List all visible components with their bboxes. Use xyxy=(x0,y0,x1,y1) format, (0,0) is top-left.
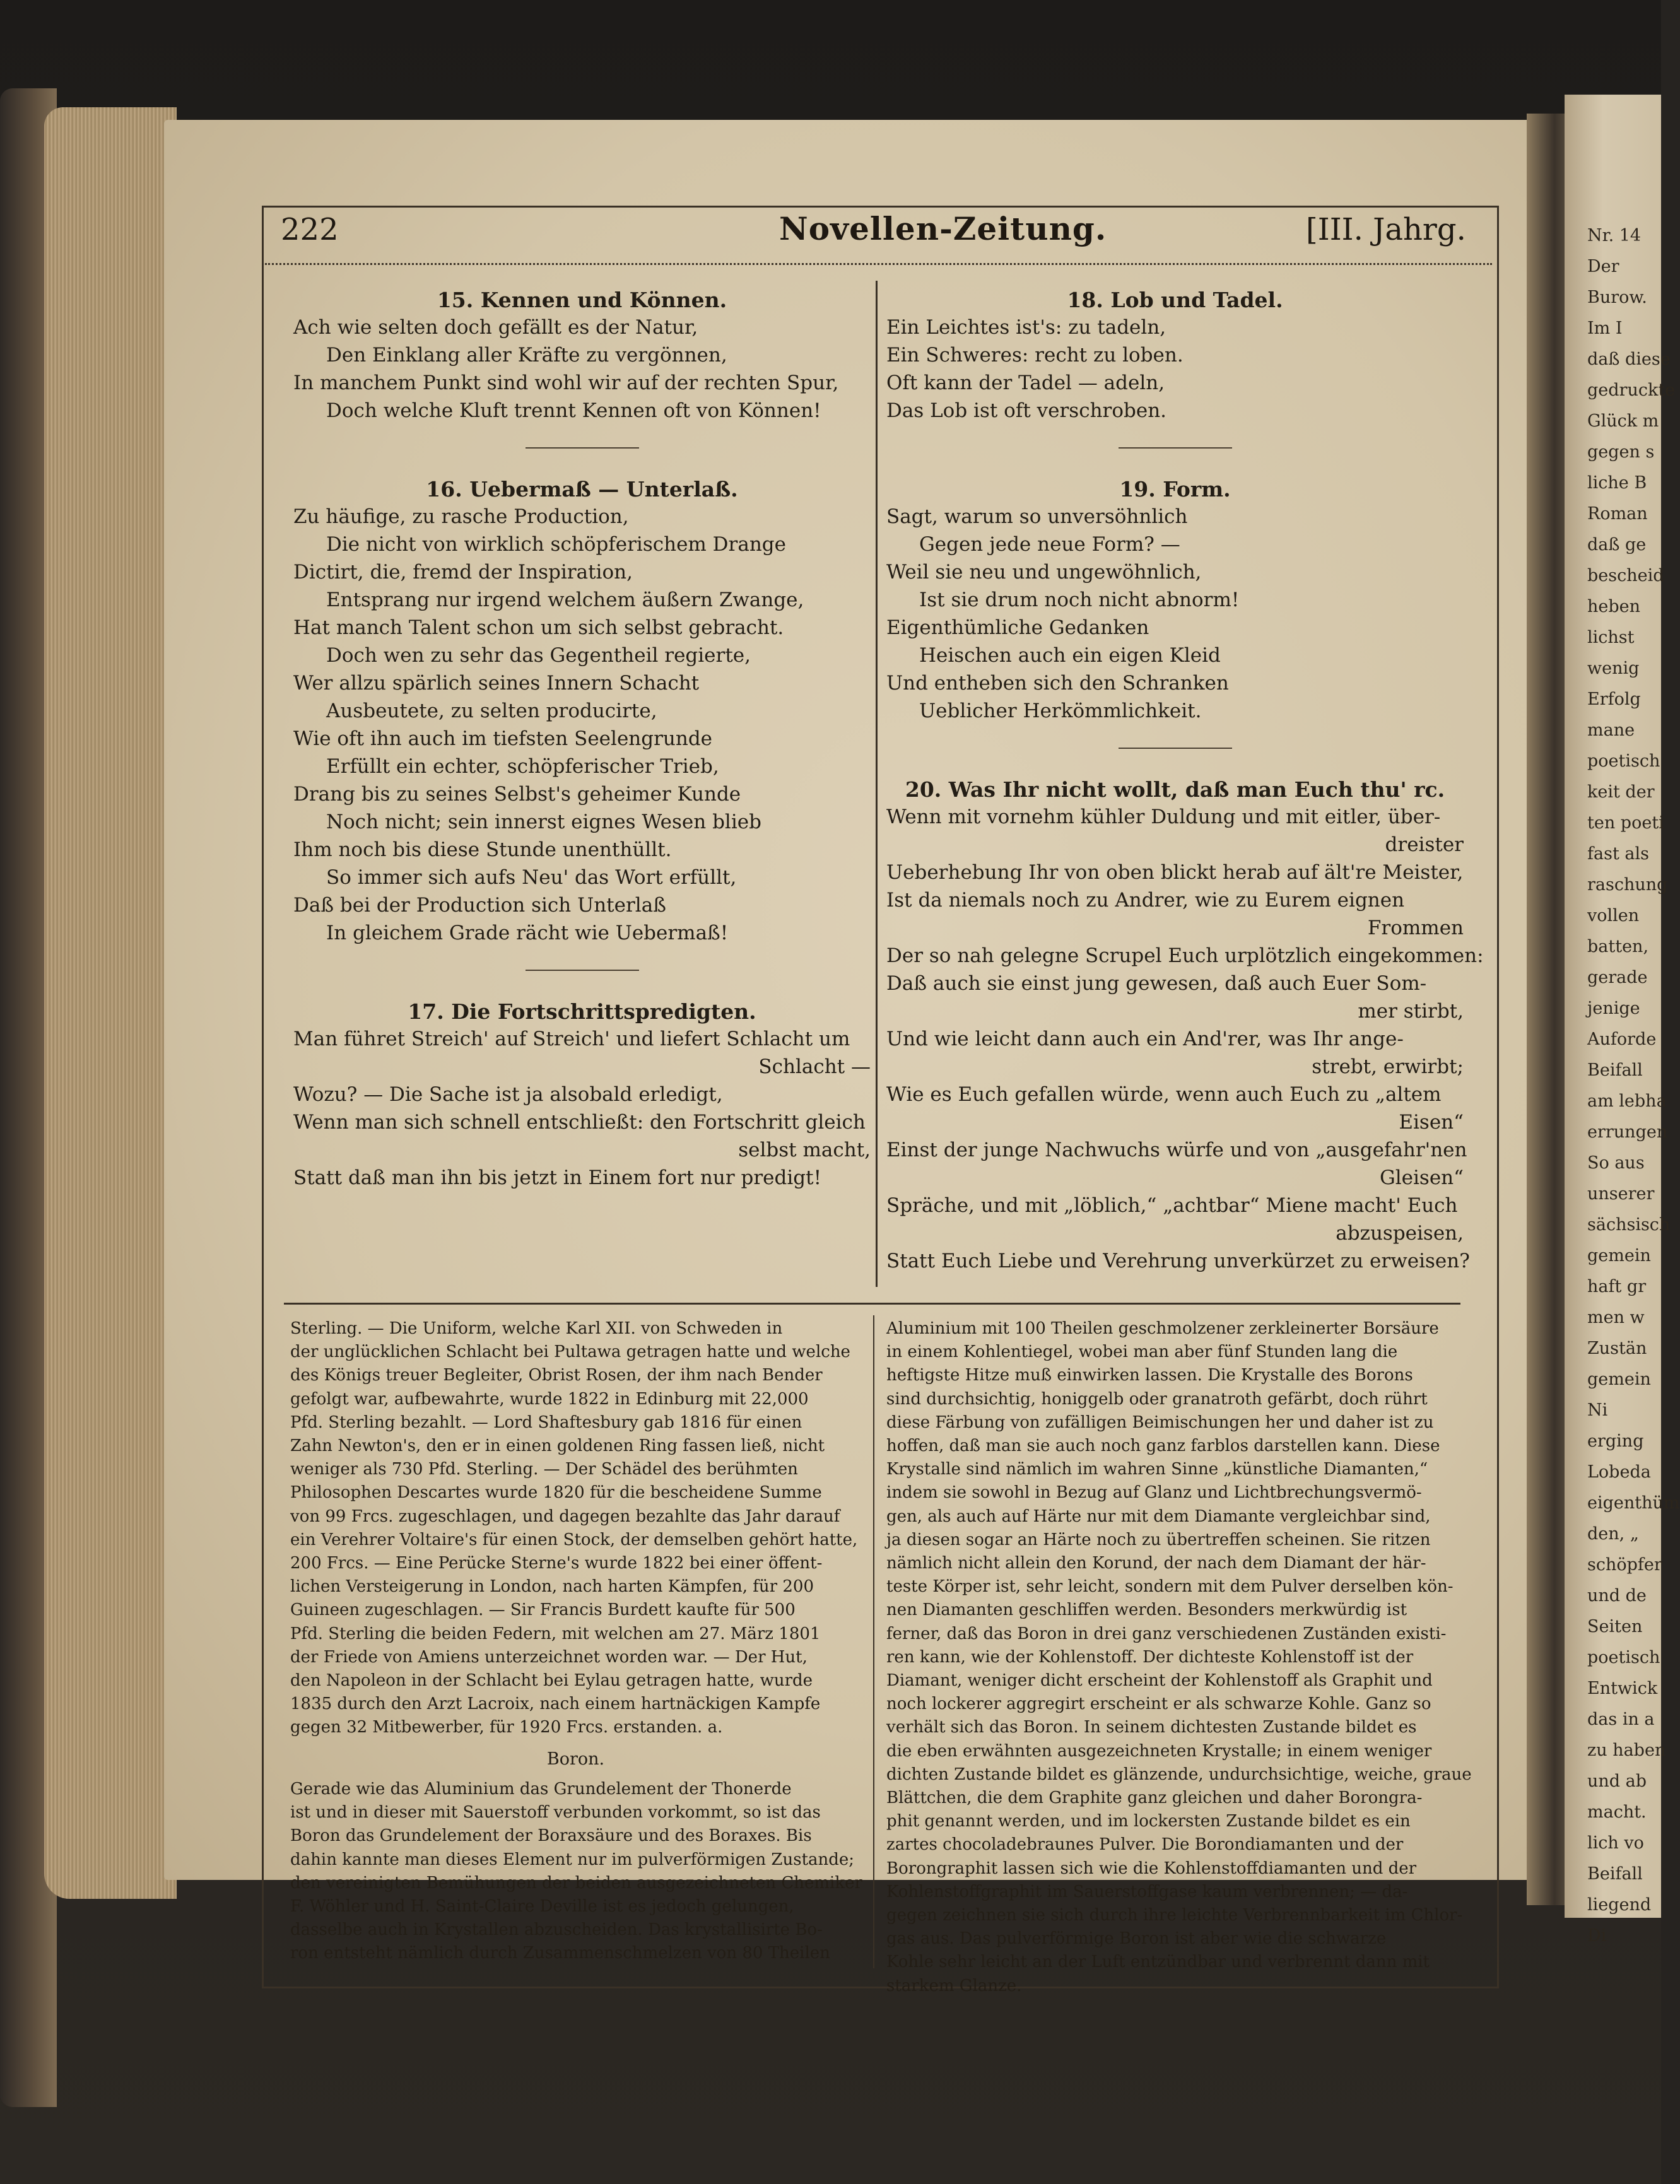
facing-page-word: Zustän xyxy=(1587,1339,1647,1358)
prose-line: dasselbe auch in Krystallen abzuscheiden. Das krystallisirte Bo- xyxy=(290,1920,823,1940)
facing-page-word: lich vo xyxy=(1587,1833,1644,1853)
verse-line: Oft kann der Tadel — adeln, xyxy=(886,372,1165,394)
prose-line: ist und in dieser mit Sauerstoff verbunden vorkommt, so ist das xyxy=(290,1803,821,1823)
prose-line: noch lockerer aggregirt erscheint er als schwarze Kohle. Ganz so xyxy=(886,1694,1431,1714)
verse-line: Statt Euch Liebe und Verehrung unverkürzet zu erweisen? xyxy=(886,1250,1470,1272)
verse-line: Eisen“ xyxy=(1399,1111,1464,1134)
prose-line: Kohle sehr leicht an der Luft entzündbar und verbrennt dann mit xyxy=(886,1952,1430,1972)
poem-title-text: Kennen und Können. xyxy=(480,288,727,312)
verse-line: Weil sie neu und ungewöhnlich, xyxy=(886,561,1202,584)
prose-line: dahin kannte man dieses Element nur im pulverförmigen Zustande; xyxy=(290,1850,855,1869)
prose-line: hoffen, daß man sie auch noch ganz farblos darstellen kann. Diese xyxy=(886,1436,1440,1456)
verse-line: Heischen auch ein eigen Kleid xyxy=(919,644,1221,667)
facing-page-word: haft gr xyxy=(1587,1277,1647,1296)
column-divider-upper xyxy=(876,281,878,1287)
poem-title-text: Form. xyxy=(1163,477,1231,502)
verse-line: Ein Schweres: recht zu loben. xyxy=(886,344,1184,367)
prose-line: 200 Frcs. — Eine Perücke Sterne's wurde 1822 bei einer öffent- xyxy=(290,1554,823,1573)
verse-line: Daß bei der Production sich Unterlaß xyxy=(293,894,666,917)
facing-page-word: raschung xyxy=(1587,875,1668,895)
prose-line: ron entsteht nämlich durch Zusammenschmelzen von 80 Theilen xyxy=(290,1944,830,1963)
facing-page-word: Im I xyxy=(1587,319,1623,338)
prose-line: in einem Kohlentiegel, wobei man aber fünf Stunden lang die xyxy=(886,1342,1398,1362)
facing-page-word: Der xyxy=(1587,257,1619,276)
facing-page-word: liche B xyxy=(1587,473,1647,493)
prose-line: dichten Zustande bildet es glänzende, undurchsichtige, weiche, graue xyxy=(886,1764,1472,1784)
verse-line: Wozu? — Die Sache ist ja alsobald erledigt, xyxy=(293,1083,723,1106)
poem-title xyxy=(293,476,871,503)
prose-line: Guineen zugeschlagen. — Sir Francis Burdett kaufte für 500 xyxy=(290,1600,796,1620)
facing-page-word: gemein xyxy=(1587,1246,1651,1265)
prose-line: ja diesen sogar an Härte noch zu übertreffen scheinen. Sie ritzen xyxy=(886,1530,1431,1549)
prose-line: die eben erwähnten ausgezeichneten Krystalle; in einem weniger xyxy=(886,1741,1432,1761)
prose-line: Pfd. Sterling bezahlt. — Lord Shaftesbury gab 1816 für einen xyxy=(290,1412,802,1432)
verse-line: Zu häufige, zu rasche Production, xyxy=(293,505,629,528)
facing-page-word: men w xyxy=(1587,1308,1645,1327)
facing-page-fragment xyxy=(1565,95,1680,1946)
poem-title xyxy=(886,476,1464,503)
facing-page-word: Burow. xyxy=(1587,288,1647,307)
verse-line: Eigenthümliche Gedanken xyxy=(886,616,1149,639)
prose-line: gegen 32 Mitbewerber, für 1920 Frcs. erstanden. a. xyxy=(290,1718,723,1737)
verse-line: Erfüllt ein echter, schöpferischer Trieb, xyxy=(326,755,719,778)
poem-title-text: Uebermaß — Unterlaß. xyxy=(469,477,738,502)
verse-line: Doch wen zu sehr das Gegentheil regierte, xyxy=(326,644,751,667)
poem-number: 18. xyxy=(1067,288,1103,312)
verse-line: strebt, erwirbt; xyxy=(1312,1055,1464,1078)
facing-page-word: gedruckte xyxy=(1587,380,1676,400)
prose-line: ferner, daß das Boron in drei ganz verschiedenen Zuständen existi- xyxy=(886,1624,1447,1643)
prose-line: gefolgt war, aufbewahrte, wurde 1822 in Edinburg mit 22,000 xyxy=(290,1389,809,1409)
facing-page-word: poetisch xyxy=(1587,1648,1660,1667)
poem-separator xyxy=(526,970,639,971)
facing-page-word: bescheid xyxy=(1587,566,1664,585)
verse-line: Ist sie drum noch nicht abnorm! xyxy=(919,589,1240,611)
verse-line: Das Lob ist oft verschroben. xyxy=(886,399,1167,422)
facing-page-word: heben xyxy=(1587,597,1641,616)
verse-line: Wenn mit vornehm kühler Duldung und mit eitler, über- xyxy=(886,806,1441,828)
facing-page-word: daß ge xyxy=(1587,535,1647,555)
facing-page-word: Ni xyxy=(1587,1400,1608,1420)
verse-line: Wie oft ihn auch im tiefsten Seelengrunde xyxy=(293,727,713,750)
facing-page-word: So aus xyxy=(1587,1153,1645,1173)
prose-line: der Friede von Amiens unterzeichnet worden war. — Der Hut, xyxy=(290,1647,808,1667)
prose-line: den vereinigten Bemühungen der beiden ausgezeichneten Chemiker xyxy=(290,1873,862,1893)
prose-line: Philosophen Descartes wurde 1820 für die bescheidene Summe xyxy=(290,1483,822,1503)
prose-line: nämlich nicht allein den Korund, der nach dem Diamant der här- xyxy=(886,1554,1426,1573)
prose-line: ein Verehrer Voltaire's für einen Stock, der demselben gehört hatte, xyxy=(290,1530,858,1549)
prose-line: Boron das Grundelement der Boraxsäure und des Boraxes. Bis xyxy=(290,1826,812,1846)
prose-line: von 99 Frcs. zugeschlagen, und dagegen bezahlte das Jahr darauf xyxy=(290,1506,840,1526)
prose-boron-continued xyxy=(886,1317,1472,1998)
facing-page-word: Auforde xyxy=(1587,1030,1657,1049)
prose-line: Borongraphit lassen sich wie die Kohlenstoffdiamanten und der xyxy=(886,1858,1417,1878)
verse-line: Den Einklang aller Kräfte zu vergönnen, xyxy=(326,344,727,367)
poem-title xyxy=(886,287,1464,314)
verse-line: Ihm noch bis diese Stunde unenthüllt. xyxy=(293,838,672,861)
verse-line: Der so nah gelegne Scrupel Euch urplötzlich eingekommen: xyxy=(886,944,1484,967)
verse-line: Ach wie selten doch gefällt es der Natur, xyxy=(293,316,698,339)
facing-page-word: eigenthüm xyxy=(1587,1493,1680,1513)
prose-auctions xyxy=(290,1317,861,1740)
verse-line: Wer allzu spärlich seines Innern Schacht xyxy=(293,672,700,695)
prose-line: diese Färbung von zufälligen Beimischungen her und daher ist zu xyxy=(886,1412,1434,1432)
verse-line: Doch welche Kluft trennt Kennen oft von Können! xyxy=(326,399,821,422)
prose-line: sind durchsichtig, honiggelb oder granatroth gefärbt, doch rührt xyxy=(886,1389,1428,1409)
prose-line: Aluminium mit 100 Theilen geschmolzener zerkleinerter Borsäure xyxy=(886,1319,1439,1338)
poem-separator xyxy=(1119,447,1232,449)
verse-line: mer stirbt, xyxy=(1358,1000,1464,1023)
poem-title-text: Die Fortschrittspredigten. xyxy=(451,999,756,1024)
facing-page-word: und ab xyxy=(1587,1771,1647,1791)
poem-title xyxy=(293,999,871,1025)
facing-page-word: daß diese xyxy=(1587,349,1671,369)
journal-title: Novellen-Zeitung. xyxy=(779,210,1107,247)
prose-line: indem sie sowohl in Bezug auf Glanz und Lichtbrechungsvermö- xyxy=(886,1483,1422,1503)
poem-title-text: Was Ihr nicht wollt, daß man Euch thu' rc. xyxy=(948,777,1445,802)
facing-page-word: macht. xyxy=(1587,1802,1647,1822)
prose-line: 1835 durch den Arzt Lacroix, nach einem hartnäckigen Kampfe xyxy=(290,1694,821,1714)
poem-number: 16. xyxy=(426,477,462,502)
prose-line: starkem Glanze. xyxy=(886,1976,1022,1995)
verse-line: Dictirt, die, fremd der Inspiration, xyxy=(293,561,633,584)
page-number: 222 xyxy=(281,212,339,247)
section-divider xyxy=(284,1303,1460,1305)
verse-line: Ist da niemals noch zu Andrer, wie zu Eurem eignen xyxy=(886,889,1405,912)
prose-line: Diamant, weniger dicht erscheint der Kohlenstoff als Graphit und xyxy=(886,1671,1433,1691)
prose-line: F. Wöhler und H. Saint-Claire Deville ist es jedoch gelungen, xyxy=(290,1897,794,1917)
facing-page-word: batten, xyxy=(1587,937,1649,956)
facing-page-word: Nr. 14 xyxy=(1587,226,1642,245)
verse-line: Sagt, warum so unversöhnlich xyxy=(886,505,1188,528)
prose-line: weniger als 730 Pfd. Sterling. — Der Schädel des berühmten xyxy=(290,1460,798,1479)
verse-line: Gleisen“ xyxy=(1379,1166,1464,1189)
verse-line: selbst macht, xyxy=(738,1139,871,1161)
facing-page-word: Seiten xyxy=(1587,1617,1643,1636)
facing-page-word: liegend xyxy=(1587,1895,1652,1915)
facing-page-word: gemein xyxy=(1587,1370,1651,1389)
facing-page-word: mane xyxy=(1587,720,1635,740)
verse-line: So immer sich aufs Neu' das Wort erfüllt, xyxy=(326,866,737,889)
verse-line: abzuspeisen, xyxy=(1336,1222,1464,1245)
prose-line: Krystalle sind nämlich im wahren Sinne „künstliche Diamanten,“ xyxy=(886,1460,1428,1479)
facing-page-word: am lebha xyxy=(1587,1091,1667,1111)
verse-line: Spräche, und mit „löblich,“ „achtbar“ Miene macht' Euch xyxy=(886,1194,1458,1217)
poem-number: 20. xyxy=(905,777,942,802)
verse-line: Statt daß man ihn bis jetzt in Einem fort nur predigt! xyxy=(293,1166,822,1189)
facing-page-word: schöpfer xyxy=(1587,1555,1662,1575)
prose-line: gas aus. Das pulverförmige Boron ist aber wie die schwarze xyxy=(886,1929,1387,1949)
facing-page-word: gegen s xyxy=(1587,442,1655,462)
verse-line: Drang bis zu seines Selbst's geheimer Kunde xyxy=(293,783,741,806)
prose-line: Blättchen, die dem Graphite ganz gleichen und daher Borongra- xyxy=(886,1788,1423,1808)
verse-line: In manchem Punkt sind wohl wir auf der rechten Spur, xyxy=(293,372,839,394)
facing-page-word: keit der xyxy=(1587,782,1655,802)
poem-number: 17. xyxy=(408,999,444,1024)
facing-page-word: lichst xyxy=(1587,628,1635,647)
column-divider-lower xyxy=(873,1315,874,1968)
facing-page-word: wenig xyxy=(1587,659,1640,678)
verse-line: Man führet Streich' auf Streich' und liefert Schlacht um xyxy=(293,1028,850,1050)
verse-line: Noch nicht; sein innerst eignes Wesen blieb xyxy=(326,811,761,833)
facing-page-word: das in a xyxy=(1587,1710,1655,1729)
prose-line: Sterling. — Die Uniform, welche Karl XII. von Schweden in xyxy=(290,1319,783,1338)
verse-line: Entsprang nur irgend welchem äußern Zwange, xyxy=(326,589,804,611)
verse-line: Hat manch Talent schon um sich selbst gebracht. xyxy=(293,616,784,639)
verse-line: Frommen xyxy=(1367,917,1464,939)
poem-separator xyxy=(1119,748,1232,749)
facing-page-word: fast als xyxy=(1587,844,1649,864)
facing-page-word: errungen xyxy=(1587,1122,1668,1142)
poem-number: 15. xyxy=(437,288,474,312)
facing-page-word: Beifall xyxy=(1587,1864,1643,1884)
poem-title-text: Lob und Tadel. xyxy=(1110,288,1283,312)
verse-line: Und entheben sich den Schranken xyxy=(886,672,1229,695)
prose-line: phit genannt werden, und im lockersten Zustande bildet es ein xyxy=(886,1812,1411,1831)
page-edges xyxy=(44,107,177,1899)
verse-line: Die nicht von wirklich schöpferischem Drange xyxy=(326,533,786,556)
boron-heading: Boron. xyxy=(546,1749,605,1769)
facing-page-word: jenige xyxy=(1587,999,1640,1018)
verse-line: Ueblicher Herkömmlichkeit. xyxy=(919,700,1202,722)
verse-line: dreister xyxy=(1385,833,1464,856)
prose-line: Kohlenstoffgraphit im Sauerstoffgase kaum verbrennen; — da- xyxy=(886,1882,1408,1901)
verse-line: Ausbeutete, zu selten producirte, xyxy=(326,700,657,722)
prose-line: lichen Versteigerung in London, nach harten Kämpfen, für 200 xyxy=(290,1577,814,1597)
verse-line: In gleichem Grade rächt wie Uebermaß! xyxy=(326,922,729,944)
poem-separator xyxy=(526,447,639,449)
prose-line: ren kann, wie der Kohlenstoff. Der dichteste Kohlenstoff ist der xyxy=(886,1647,1414,1667)
facing-page-word: vollen xyxy=(1587,906,1640,925)
header-rule xyxy=(265,263,1492,265)
facing-page-word: Entwick xyxy=(1587,1679,1658,1698)
prose-boron-start xyxy=(290,1778,861,1966)
prose-line: Gerade wie das Aluminium das Grundelement der Thonerde xyxy=(290,1780,792,1799)
facing-page-word: Roman xyxy=(1587,504,1648,524)
facing-page-word: unserer xyxy=(1587,1184,1655,1204)
facing-page-word: zu haben xyxy=(1587,1741,1666,1760)
facing-page-word: poetisch xyxy=(1587,751,1660,771)
prose-line: den Napoleon in der Schlacht bei Eylau getragen hatte, wurde xyxy=(290,1671,813,1691)
verse-line: Wenn man sich schnell entschließt: den Fortschritt gleich xyxy=(293,1111,866,1134)
verse-line: Einst der junge Nachwuchs würfe und von „ausgefahr'nen xyxy=(886,1139,1467,1161)
prose-line: nen Diamanten geschliffen werden. Besonders merkwürdig ist xyxy=(886,1600,1407,1620)
facing-page-word: und de xyxy=(1587,1586,1647,1606)
prose-line: teste Körper ist, sehr leicht, sondern mit dem Pulver derselben kön- xyxy=(886,1577,1454,1597)
prose-line: des Königs treuer Begleiter, Obrist Rosen, der ihm nach Bender xyxy=(290,1366,823,1385)
facing-page-word: Glück m xyxy=(1587,411,1659,431)
prose-line: verhält sich das Boron. In seinem dichtesten Zustande bildet es xyxy=(886,1718,1417,1737)
facing-page-word: Beifall xyxy=(1587,1060,1643,1080)
volume-label: [III. Jahrg. xyxy=(1306,212,1466,247)
verse-line: Gegen jede neue Form? — xyxy=(919,533,1180,556)
prose-line: Pfd. Sterling die beiden Federn, mit welchen am 27. März 1801 xyxy=(290,1624,821,1643)
poem-title xyxy=(293,287,871,314)
poem-title xyxy=(886,777,1464,803)
facing-page-word: erging xyxy=(1587,1431,1644,1451)
facing-page-word: den, „ xyxy=(1587,1524,1639,1544)
prose-line: gegen zeichnen sie sich durch ihre leichte Verbrennbarkeit im Chlor- xyxy=(886,1906,1463,1925)
prose-line: heftigste Hitze muß einwirken lassen. Die Krystalle des Borons xyxy=(886,1366,1413,1385)
prose-line: zartes chocoladebraunes Pulver. Die Borondiamanten und der xyxy=(886,1835,1404,1855)
verse-line: Schlacht — xyxy=(758,1055,871,1078)
facing-page-word: sächsisch xyxy=(1587,1215,1671,1235)
prose-line: Zahn Newton's, den er in einen goldenen Ring fassen ließ, nicht xyxy=(290,1436,825,1456)
facing-page-word: Lobeda xyxy=(1587,1462,1651,1482)
verse-line: Ein Leichtes ist's: zu tadeln, xyxy=(886,316,1166,339)
facing-page-word: gerade xyxy=(1587,968,1648,987)
facing-page-word: Di xyxy=(1587,1926,1607,1946)
poems-right-column xyxy=(886,287,1484,1275)
facing-page-word: ten poeti xyxy=(1587,813,1664,833)
prose-line: der unglücklichen Schlacht bei Pultawa getragen hatte und welche xyxy=(290,1342,850,1362)
verse-line: Ueberhebung Ihr von oben blickt herab auf ält're Meister, xyxy=(886,861,1464,884)
verse-line: Daß auch sie einst jung gewesen, daß auch Euer Som- xyxy=(886,972,1427,995)
verse-line: Wie es Euch gefallen würde, wenn auch Euch zu „altem xyxy=(886,1083,1442,1106)
poems-left-column xyxy=(293,287,871,1192)
prose-line: gen, als auch auf Härte nur mit dem Diamante vergleichbar sind, xyxy=(886,1506,1431,1526)
facing-page-word: Erfolg xyxy=(1587,690,1641,709)
poem-number: 19. xyxy=(1119,477,1156,502)
verse-line: Und wie leicht dann auch ein And'rer, was Ihr ange- xyxy=(886,1028,1404,1050)
